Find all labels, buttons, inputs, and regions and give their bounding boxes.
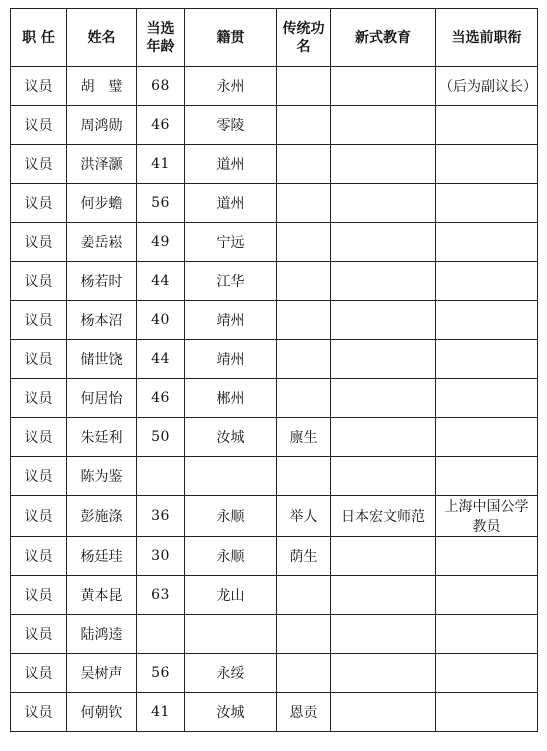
cell-traditional-title — [277, 145, 331, 184]
cell-origin: 宁远 — [185, 223, 277, 262]
cell-age: 41 — [137, 145, 185, 184]
cell-name: 陆鸿逵 — [67, 615, 137, 654]
cell-origin: 零陵 — [185, 106, 277, 145]
table-row — [11, 379, 538, 418]
cell-traditional-title — [277, 340, 331, 379]
cell-modern-education — [331, 223, 436, 262]
header-origin: 籍贯 — [185, 9, 277, 67]
cell-modern-education — [331, 576, 436, 615]
cell-age: 46 — [137, 106, 185, 145]
cell-modern-education — [331, 184, 436, 223]
cell-prior-position — [436, 576, 538, 615]
cell-modern-education — [331, 693, 436, 732]
cell-modern-education — [331, 340, 436, 379]
cell-traditional-title — [277, 67, 331, 106]
cell-traditional-title: 荫生 — [277, 537, 331, 576]
cell-origin: 汝城 — [185, 418, 277, 457]
table-row — [11, 262, 538, 301]
cell-modern-education: 日本宏文师范 — [331, 496, 436, 537]
header-modern-education: 新式教育 — [331, 9, 436, 67]
document-page — [10, 8, 538, 732]
header-age: 当选年龄 — [137, 9, 185, 67]
cell-origin: 永绥 — [185, 654, 277, 693]
cell-prior-position — [436, 537, 538, 576]
table-row — [11, 301, 538, 340]
cell-origin: 龙山 — [185, 576, 277, 615]
cell-position: 议员 — [11, 340, 67, 379]
table-row — [11, 693, 538, 732]
cell-origin — [185, 457, 277, 496]
cell-age: 56 — [137, 184, 185, 223]
table-row — [11, 496, 538, 537]
cell-origin: 道州 — [185, 184, 277, 223]
cell-age: 44 — [137, 262, 185, 301]
table-header-row — [11, 9, 538, 67]
cell-position: 议员 — [11, 576, 67, 615]
cell-name: 周鸿勋 — [67, 106, 137, 145]
cell-name: 储世饶 — [67, 340, 137, 379]
cell-traditional-title — [277, 223, 331, 262]
cell-prior-position — [436, 457, 538, 496]
cell-prior-position — [436, 418, 538, 457]
cell-name: 何朝钦 — [67, 693, 137, 732]
cell-name: 黄本昆 — [67, 576, 137, 615]
cell-name: 朱廷利 — [67, 418, 137, 457]
cell-name: 何居怡 — [67, 379, 137, 418]
cell-position: 议员 — [11, 67, 67, 106]
cell-origin: 道州 — [185, 145, 277, 184]
cell-origin: 靖州 — [185, 301, 277, 340]
cell-prior-position — [436, 615, 538, 654]
cell-origin: 郴州 — [185, 379, 277, 418]
cell-modern-education — [331, 301, 436, 340]
cell-name: 何步蟾 — [67, 184, 137, 223]
cell-origin: 江华 — [185, 262, 277, 301]
cell-traditional-title — [277, 301, 331, 340]
cell-modern-education — [331, 262, 436, 301]
cell-name: 陈为鉴 — [67, 457, 137, 496]
cell-age — [137, 615, 185, 654]
cell-prior-position — [436, 340, 538, 379]
cell-prior-position — [436, 145, 538, 184]
table-row — [11, 145, 538, 184]
cell-modern-education — [331, 457, 436, 496]
cell-prior-position — [436, 184, 538, 223]
cell-name: 彭施涤 — [67, 496, 137, 537]
cell-age: 56 — [137, 654, 185, 693]
cell-origin — [185, 615, 277, 654]
cell-prior-position — [436, 301, 538, 340]
cell-traditional-title — [277, 576, 331, 615]
table-row — [11, 67, 538, 106]
cell-origin: 靖州 — [185, 340, 277, 379]
table-row — [11, 340, 538, 379]
cell-prior-position: （后为副议长） — [436, 67, 538, 106]
cell-prior-position: 上海中国公学教员 — [436, 496, 538, 537]
cell-traditional-title — [277, 262, 331, 301]
cell-position: 议员 — [11, 379, 67, 418]
cell-traditional-title — [277, 457, 331, 496]
cell-traditional-title — [277, 615, 331, 654]
cell-name: 杨若时 — [67, 262, 137, 301]
cell-traditional-title — [277, 184, 331, 223]
cell-age: 49 — [137, 223, 185, 262]
cell-position: 议员 — [11, 301, 67, 340]
cell-position: 议员 — [11, 418, 67, 457]
cell-age: 41 — [137, 693, 185, 732]
table-row — [11, 184, 538, 223]
cell-age: 68 — [137, 67, 185, 106]
table-row — [11, 615, 538, 654]
cell-age: 50 — [137, 418, 185, 457]
table-row — [11, 576, 538, 615]
cell-origin: 永州 — [185, 67, 277, 106]
cell-age: 46 — [137, 379, 185, 418]
cell-position: 议员 — [11, 537, 67, 576]
cell-modern-education — [331, 145, 436, 184]
table-row — [11, 223, 538, 262]
cell-modern-education — [331, 106, 436, 145]
cell-position: 议员 — [11, 496, 67, 537]
cell-name: 吴树声 — [67, 654, 137, 693]
cell-position: 议员 — [11, 693, 67, 732]
assembly-members-table — [10, 8, 538, 732]
cell-position: 议员 — [11, 223, 67, 262]
cell-age: 30 — [137, 537, 185, 576]
cell-position: 议员 — [11, 184, 67, 223]
cell-age: 44 — [137, 340, 185, 379]
cell-modern-education — [331, 654, 436, 693]
cell-position: 议员 — [11, 262, 67, 301]
header-prior-position: 当选前职衔 — [436, 9, 538, 67]
cell-traditional-title: 举人 — [277, 496, 331, 537]
cell-traditional-title — [277, 654, 331, 693]
cell-prior-position — [436, 379, 538, 418]
cell-prior-position — [436, 223, 538, 262]
cell-origin: 永顺 — [185, 537, 277, 576]
cell-traditional-title: 恩贡 — [277, 693, 331, 732]
cell-name: 洪泽灏 — [67, 145, 137, 184]
table-row — [11, 106, 538, 145]
cell-position: 议员 — [11, 615, 67, 654]
cell-age: 40 — [137, 301, 185, 340]
cell-position: 议员 — [11, 145, 67, 184]
cell-traditional-title: 廪生 — [277, 418, 331, 457]
table-row — [11, 654, 538, 693]
cell-age: 63 — [137, 576, 185, 615]
cell-modern-education — [331, 537, 436, 576]
cell-age: 36 — [137, 496, 185, 537]
cell-prior-position — [436, 106, 538, 145]
cell-origin: 永顺 — [185, 496, 277, 537]
cell-modern-education — [331, 418, 436, 457]
header-name: 姓名 — [67, 9, 137, 67]
cell-age — [137, 457, 185, 496]
cell-position: 议员 — [11, 654, 67, 693]
cell-name: 杨廷珪 — [67, 537, 137, 576]
header-position: 职 任 — [11, 9, 67, 67]
table-row — [11, 418, 538, 457]
cell-traditional-title — [277, 106, 331, 145]
cell-position: 议员 — [11, 106, 67, 145]
cell-modern-education — [331, 615, 436, 654]
cell-traditional-title — [277, 379, 331, 418]
cell-modern-education — [331, 379, 436, 418]
header-traditional-title: 传统功名 — [277, 9, 331, 67]
cell-prior-position — [436, 262, 538, 301]
cell-position: 议员 — [11, 457, 67, 496]
table-row — [11, 457, 538, 496]
cell-prior-position — [436, 654, 538, 693]
cell-modern-education — [331, 67, 436, 106]
table-row — [11, 537, 538, 576]
cell-name: 胡 璧 — [67, 67, 137, 106]
cell-name: 杨本沼 — [67, 301, 137, 340]
cell-origin: 汝城 — [185, 693, 277, 732]
cell-name: 姜岳崧 — [67, 223, 137, 262]
cell-prior-position — [436, 693, 538, 732]
